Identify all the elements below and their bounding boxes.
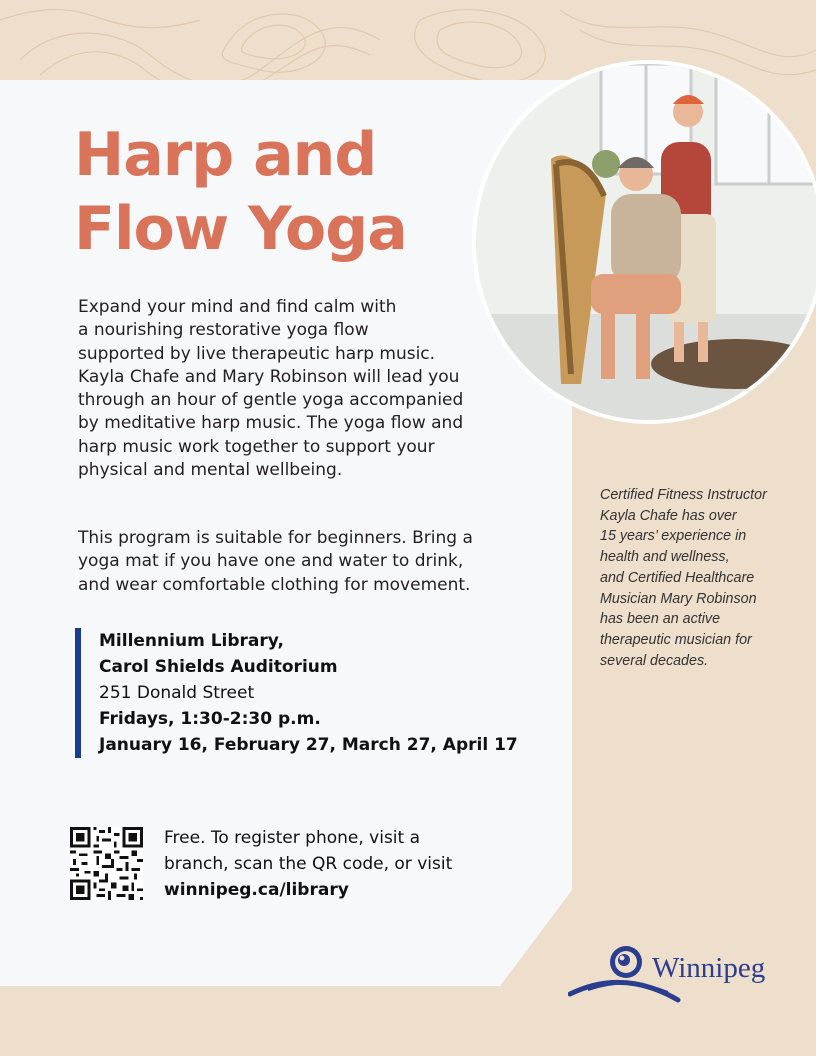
page-title <box>74 118 407 266</box>
text-line: yoga mat if you have one and water to drink, <box>78 551 464 572</box>
event-details <box>75 628 518 758</box>
venue-room: Carol Shields Auditorium <box>99 657 338 677</box>
venue-name: Millennium Library, <box>99 631 284 651</box>
text-line: Expand your mind and find calm with <box>78 297 397 317</box>
text-line: a nourishing restorative yoga flow <box>78 320 369 341</box>
text-line: by meditative harp music. The yoga flow and <box>78 413 464 434</box>
venue-address: 251 Donald Street <box>99 683 255 703</box>
description-paragraph-1 <box>78 296 518 482</box>
text-line: through an hour of gentle yoga accompanied <box>78 390 464 411</box>
text-line: physical and mental wellbeing. <box>78 460 343 481</box>
caption-line: 15 years’ experience in <box>600 528 747 545</box>
title-line-2: Flow Yoga <box>74 194 407 264</box>
event-dates: January 16, February 27, March 27, April 17 <box>99 735 518 755</box>
caption-line: has been an active <box>600 611 721 628</box>
library-link[interactable]: winnipeg.ca/library <box>164 880 349 900</box>
registration-line-1: Free. To register phone, visit a <box>164 828 421 848</box>
caption-line: Certified Fitness Instructor <box>600 487 767 503</box>
caption-line: several decades. <box>600 652 709 669</box>
winnipeg-logo-text: Winnipeg <box>652 952 766 984</box>
caption-line: therapeutic musician for <box>600 631 752 648</box>
text-line: Kayla Chafe and Mary Robinson will lead you <box>78 366 460 387</box>
text-line: supported by live therapeutic harp music. <box>78 343 436 364</box>
title-line-1: Harp and <box>74 120 377 190</box>
caption-line: Kayla Chafe has over <box>600 507 737 524</box>
caption-line: Musician Mary Robinson <box>600 590 757 607</box>
caption-line: and Certified Healthcare <box>600 569 755 586</box>
caption-line: health and wellness, <box>600 549 730 566</box>
text-line: harp music work together to support your <box>78 436 435 457</box>
description-paragraph-2 <box>78 527 518 597</box>
text-line: This program is suitable for beginners. Bring a <box>78 528 473 548</box>
text-line: and wear comfortable clothing for movement. <box>78 574 471 595</box>
photo-caption <box>600 485 790 671</box>
qr-code[interactable] <box>70 827 143 900</box>
registration-info <box>164 825 452 903</box>
registration-line-2: branch, scan the QR code, or visit <box>164 854 453 874</box>
event-time: Fridays, 1:30-2:30 p.m. <box>99 709 321 729</box>
photo-illustration <box>476 64 816 420</box>
instructors-photo <box>476 64 816 420</box>
